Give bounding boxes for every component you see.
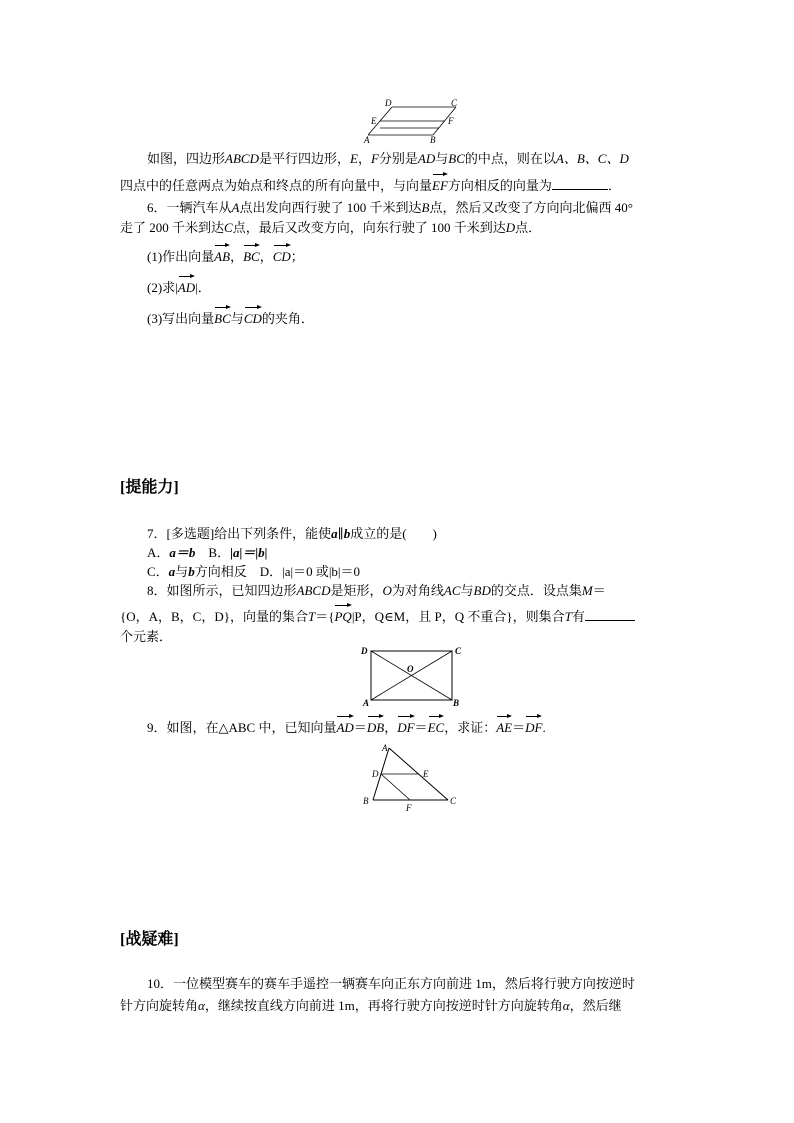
label-D: D [372, 769, 379, 779]
label-E: E [371, 116, 377, 126]
vector-BC-2: BC [214, 308, 231, 327]
triangle-figure [360, 740, 465, 815]
label-C: C [455, 646, 462, 656]
vector-PQ: PQ [334, 606, 351, 625]
label-A: A [364, 135, 370, 145]
vector-EF: EF [432, 175, 448, 194]
vector-EC: EC [428, 717, 445, 736]
vector-AD: AD [178, 277, 195, 296]
label-D: D [385, 98, 392, 108]
label-F: F [406, 803, 412, 813]
label-O: O [407, 664, 414, 674]
label-B: B [430, 135, 436, 145]
label-B: B [453, 698, 460, 708]
parallelogram-figure [360, 97, 465, 145]
q10-line1: 10．一位模型赛车的赛车手遥控一辆赛车向正东方向前进 1m，然后将行驶方向按逆时 [147, 976, 635, 991]
q8-line2: {O，A，B，C，D}，向量的集合T＝{ PQ|P，Q∈M，且 P，Q 不重合}，则集合T有 [120, 606, 635, 625]
section-heading-improve: [提能力] [120, 479, 179, 496]
vector-AE: AE [496, 717, 512, 736]
q7-options-cd: C．a与b方向相反 D．|a|＝0 或|b|＝0 [147, 564, 361, 579]
vector-DB: DB [367, 717, 384, 736]
q6-part3: (3)写出向量 BC与 CD的夹角． [147, 308, 314, 327]
q10-line2: 针方向旋转角α，继续按直线方向前进 1m，再将行驶方向按逆时针方向旋转角α，然后继 [120, 998, 622, 1013]
q7-options-ab: A．a＝b B．|a|＝|b| [147, 545, 268, 560]
answer-blank-q5[interactable] [552, 177, 608, 190]
q6-part2: (2)求| AD|． [147, 277, 211, 296]
q8-line1: 8．如图所示，已知四边形ABCD是矩形，O为对角线AC与BD的交点．设点集M＝ [147, 583, 606, 598]
q5-line2: 四点中的任意两点为始点和终点的所有向量中，与向量 EF方向相反的向量为 ． [120, 175, 621, 194]
q6-line1: 6．一辆汽车从A点出发向西行驶了 100 千米到达B点，然后又改变了方向向北偏西 40° [147, 200, 633, 215]
q6-line2: 走了 200 千米到达C点，最后又改变方向，向东行驶了 100 千米到达D点． [120, 220, 542, 235]
vector-AB: AB [214, 246, 230, 265]
label-E: E [423, 769, 429, 779]
q7-stem: 7．[多选题]给出下列条件，能使a∥b成立的是( ) [147, 526, 437, 541]
label-F: F [448, 116, 454, 126]
label-C: C [450, 796, 457, 806]
label-B: B [363, 796, 369, 806]
label-D: D [361, 646, 368, 656]
vector-AD: AD [336, 717, 353, 736]
q8-line3: 个元素． [120, 629, 173, 644]
q5-line1: 如图，四边形ABCD是平行四边形，E，F分别是AD与BC的中点，则在以A、B、C、D [147, 151, 629, 166]
label-A: A [363, 698, 370, 708]
label-A: A [382, 743, 388, 753]
label-C: C [451, 98, 458, 108]
vector-CD-2: CD [244, 308, 262, 327]
vector-BC: BC [243, 246, 260, 265]
vector-DF: DF [397, 717, 414, 736]
q6-part1: (1)作出向量 AB， BC， CD； [147, 246, 304, 265]
section-heading-challenge: [战疑难] [120, 931, 179, 948]
q9-line: 9．如图，在△ABC 中，已知向量 AD＝ DB， DF＝ EC，求证： AE＝ DF. [147, 717, 546, 736]
answer-blank-q8[interactable] [585, 608, 635, 621]
vector-DF-2: DF [525, 717, 542, 736]
rectangle-figure [358, 643, 466, 708]
vector-CD: CD [273, 246, 291, 265]
